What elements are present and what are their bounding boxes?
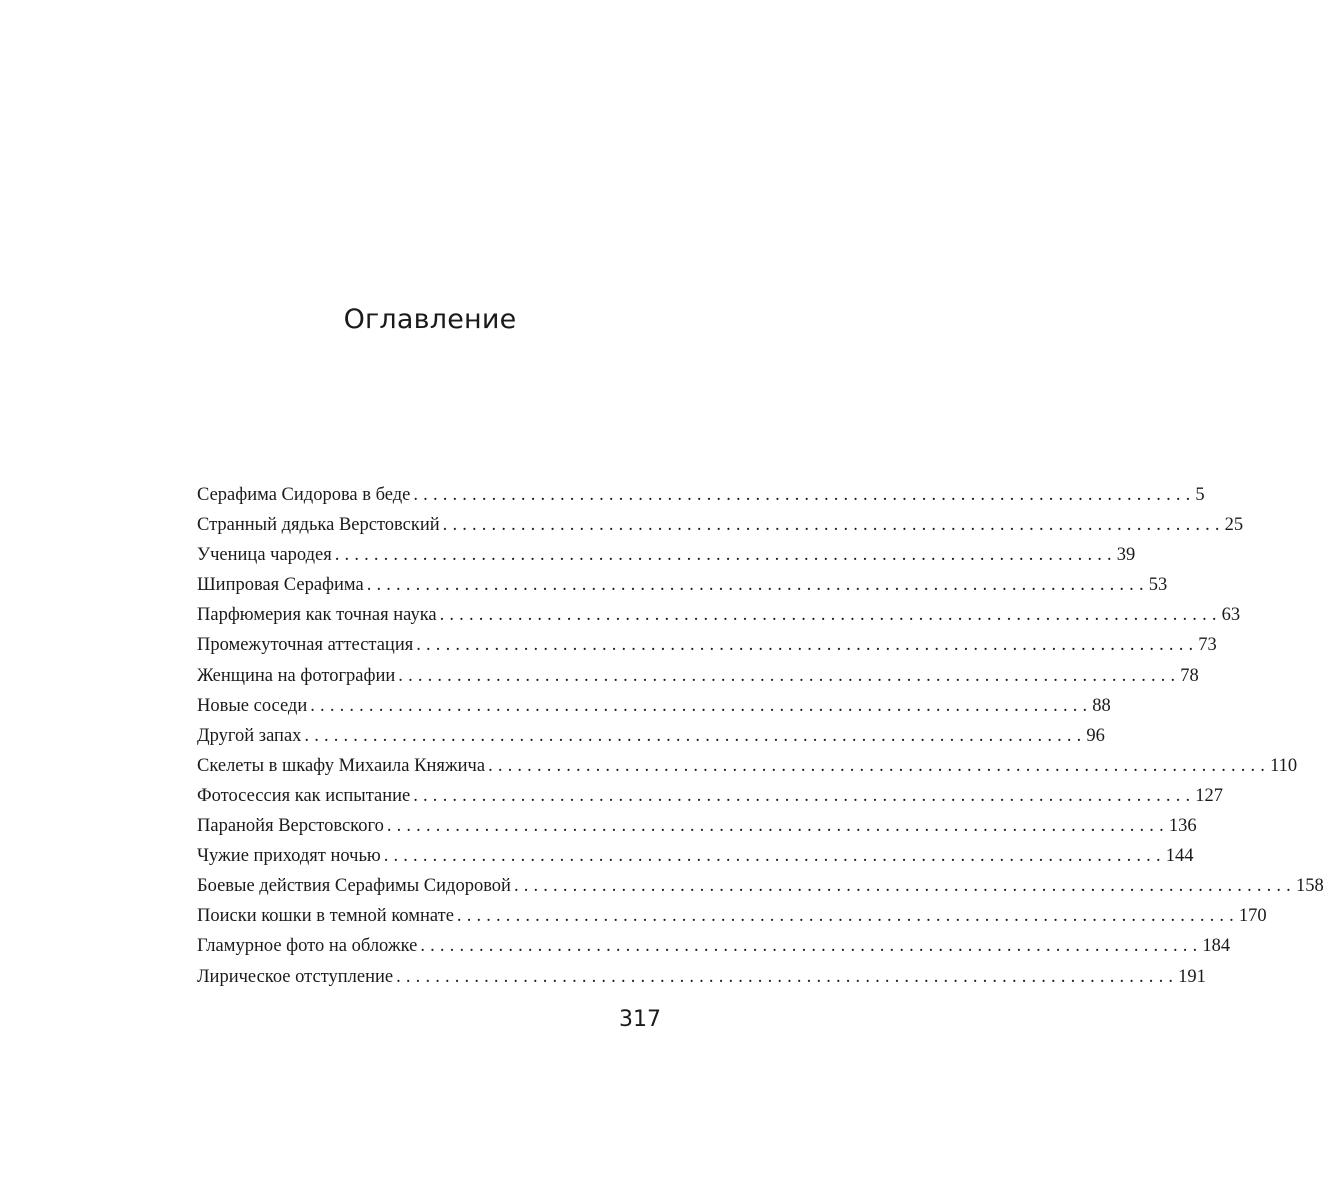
toc-entry — [197, 751, 1298, 781]
toc-entry-title: Ученица чародея — [197, 545, 332, 566]
toc-entry-page: 136 — [1168, 816, 1197, 837]
page-number: 317 — [619, 1007, 661, 1032]
dot-leader: ................................................................................ — [366, 575, 1149, 596]
dot-leader: ................................................................................ — [420, 936, 1203, 957]
dot-leader: ................................................................................ — [413, 485, 1196, 505]
toc-entry — [197, 630, 1217, 660]
toc-entry — [197, 871, 1324, 901]
toc-entry-title: Серафима Сидорова в беде — [197, 485, 411, 505]
dot-leader: ................................................................................ — [334, 545, 1117, 566]
dot-leader: ................................................................................ — [416, 635, 1199, 656]
dot-leader: ................................................................................ — [456, 906, 1239, 927]
dot-leader: ................................................................................ — [442, 515, 1225, 536]
toc-entry-page: 191 — [1178, 966, 1206, 987]
toc-entry — [197, 661, 1199, 691]
toc-entry — [197, 480, 1205, 510]
toc-entry-page: 144 — [1165, 846, 1194, 867]
toc-entry — [197, 691, 1111, 721]
toc-entry-title: Скелеты в шкафу Михаила Княжича — [197, 755, 486, 776]
toc-entry-title: Странный дядька Верстовский — [197, 515, 440, 536]
toc-entry — [197, 931, 1231, 961]
toc-entry-title: Промежуточная аттестация — [197, 635, 414, 656]
dot-leader: ................................................................................ — [383, 846, 1166, 867]
dot-leader: ................................................................................ — [488, 755, 1271, 776]
toc-entry-page: 73 — [1198, 635, 1217, 656]
toc-entry — [197, 962, 1206, 992]
toc-entry-title: Другой запах — [197, 725, 302, 746]
toc-entry-page: 78 — [1180, 665, 1199, 686]
toc-entry-page: 39 — [1116, 545, 1136, 566]
dot-leader: ................................................................................ — [304, 725, 1087, 746]
dot-leader: ................................................................................ — [386, 816, 1169, 837]
toc-entry-title: Чужие приходят ночью — [197, 846, 381, 867]
toc-entry — [197, 901, 1267, 931]
toc-entry — [197, 721, 1105, 751]
toc-entry-page: 88 — [1092, 695, 1111, 716]
toc-entry-title: Боевые действия Серафимы Сидоровой — [197, 876, 511, 897]
toc-entry-page: 63 — [1221, 605, 1241, 626]
toc-entry — [197, 781, 1223, 811]
toc-entry-page: 96 — [1086, 725, 1105, 746]
toc-entry-page: 184 — [1202, 936, 1231, 957]
toc-entry-title: Паранойя Верстовского — [197, 816, 384, 837]
toc-entry — [197, 841, 1194, 871]
toc-entry-page: 110 — [1270, 755, 1298, 776]
page-title: Оглавление — [343, 304, 517, 335]
toc-entry — [197, 600, 1241, 630]
toc-entry-page: 25 — [1224, 515, 1244, 536]
toc-entry-title: Гламурное фото на обложке — [197, 936, 418, 957]
toc-entry-title: Поиски кошки в темной комнате — [197, 906, 454, 927]
toc-entry-title: Парфюмерия как точная наука — [197, 605, 437, 626]
toc-entry-title: Шипровая Серафима — [197, 575, 364, 596]
toc-entry-page: 158 — [1295, 876, 1324, 897]
toc-entry-title: Женщина на фотографии — [197, 665, 396, 686]
toc-entry-title: Новые соседи — [197, 695, 308, 716]
dot-leader: ................................................................................ — [398, 665, 1181, 686]
toc-entry-page: 170 — [1238, 906, 1267, 927]
toc-entry-page: 127 — [1195, 785, 1223, 806]
dot-leader: ................................................................................ — [396, 966, 1179, 987]
toc-entry-page: 53 — [1148, 575, 1168, 596]
dot-leader: ................................................................................ — [413, 785, 1196, 806]
dot-leader: ................................................................................ — [310, 695, 1093, 716]
dot-leader: ................................................................................ — [439, 605, 1222, 626]
toc-entry-title: Лирическое отступление — [197, 966, 394, 987]
toc-entry — [197, 811, 1197, 841]
dot-leader: ................................................................................ — [513, 876, 1296, 897]
toc-entry — [197, 510, 1244, 540]
toc-entry — [197, 540, 1136, 570]
toc-entry-page: 5 — [1195, 485, 1205, 505]
toc-entry — [197, 570, 1168, 600]
table-of-contents — [197, 480, 1324, 992]
toc-entry-title: Фотосессия как испытание — [197, 785, 411, 806]
